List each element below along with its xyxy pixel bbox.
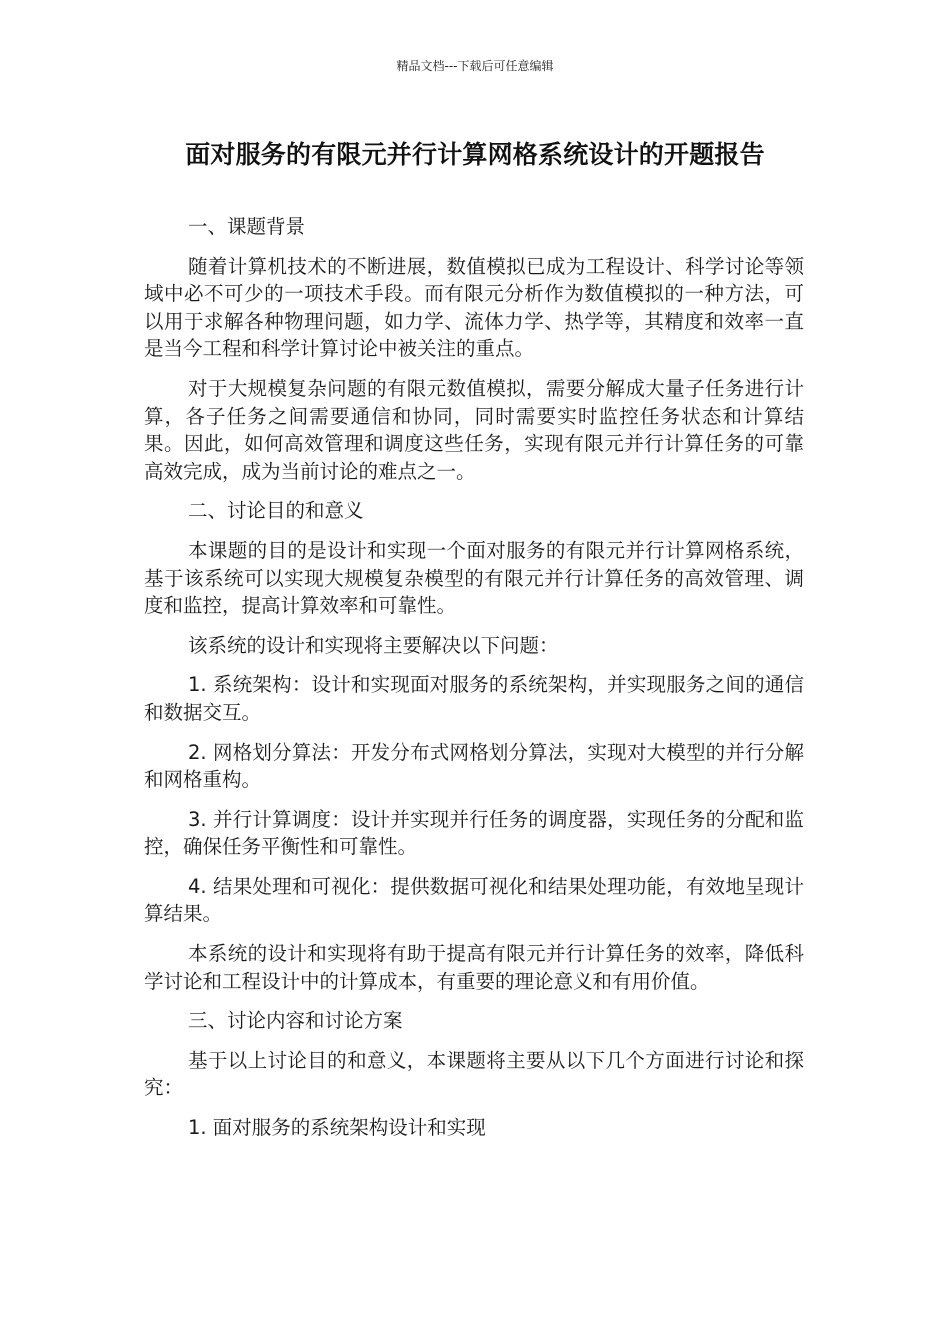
paragraph-problems-intro: 该系统的设计和实现将主要解决以下问题： — [188, 633, 559, 657]
section-heading-content: 三、讨论内容和讨论方案 — [188, 1009, 403, 1033]
list-item-service-architecture: 1. 面对服务的系统架构设计和实现 — [188, 1116, 486, 1140]
header-note: 精品文档---下载后可任意编辑 — [396, 59, 554, 73]
section-heading-purpose: 二、讨论目的和意义 — [188, 499, 364, 523]
paragraph-significance: 本系统的设计和实现将有助于提高有限元并行计算任务的效率，降低科学讨论和工程设计中的计算成本，有重要的理论意义和有用价值。 — [144, 942, 804, 993]
list-item-visualization: 4. 结果处理和可视化：提供数据可视化和结果处理功能，有效地呈现计算结果。 — [144, 874, 804, 926]
list-item-architecture: 1. 系统架构：设计和实现面对服务的系统架构，并实现服务之间的通信和数据交互。 — [144, 673, 804, 724]
paragraph-background-1: 随着计算机技术的不断进展，数值模拟已成为工程设计、科学讨论等领域中必不可少的一项技术手段。而有限元分析作为数值模拟的一种方法，可以用于求解各种物理问题，如力学、流体力学、热学等，其精度和效率一直是当今工程和科学计算讨论中被关注的重点。 — [144, 254, 804, 361]
document-title: 面对服务的有限元并行计算网格系统设计的开题报告 — [185, 140, 765, 169]
paragraph-purpose: 本课题的目的是设计和实现一个面对服务的有限元并行计算网格系统，基于该系统可以实现大规模复杂模型的有限元并行计算任务的高效管理、调度和监控，提高计算效率和可靠性。 — [144, 538, 804, 618]
paragraph-content-intro: 基于以上讨论目的和意义，本课题将主要从以下几个方面进行讨论和探究： — [144, 1048, 804, 1100]
list-item-mesh-partitioning: 2. 网格划分算法：开发分布式网格划分算法，实现对大模型的并行分解和网格重构。 — [144, 740, 804, 792]
paragraph-background-2: 对于大规模复杂问题的有限元数值模拟，需要分解成大量子任务进行计算，各子任务之间需要通信和协同，同时需要实时监控任务状态和计算结果。因此，如何高效管理和调度这些任务，实现有限元并行计算任务的可靠高效完成，成为当前讨论的难点之一。 — [144, 376, 804, 483]
document-body — [144, 213, 804, 1154]
list-item-scheduling: 3. 并行计算调度：设计并实现并行任务的调度器，实现任务的分配和监控，确保任务平衡性和可靠性。 — [144, 807, 804, 859]
section-heading-background: 一、课题背景 — [188, 215, 306, 238]
